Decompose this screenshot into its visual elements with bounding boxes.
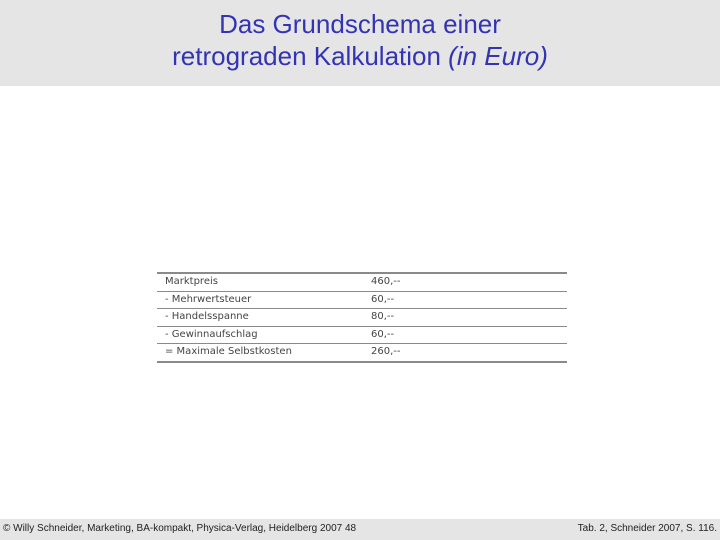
row-label: = Maximale Selbstkosten <box>165 346 292 357</box>
calculation-table <box>157 272 567 363</box>
slide-title-line-1: Das Grundschema einer <box>219 9 501 39</box>
table-row <box>157 327 567 345</box>
row-value: 60,-- <box>371 293 395 305</box>
row-label: Marktpreis <box>165 276 218 287</box>
title-bar <box>0 0 720 86</box>
table-row <box>157 292 567 310</box>
row-value: 260,-- <box>371 346 401 357</box>
table-row-total <box>157 344 567 363</box>
table-row <box>157 274 567 292</box>
row-value: 460,-- <box>371 276 401 287</box>
footer-source: Tab. 2, Schneider 2007, S. 116. <box>577 523 717 534</box>
table-row <box>157 309 567 327</box>
slide-title-line-2-main: retrograden Kalkulation <box>172 41 449 71</box>
footer-bar <box>0 519 720 540</box>
slide-title-line-2 <box>0 40 720 72</box>
row-label: - Mehrwertsteuer <box>165 293 252 305</box>
slide-title-unit: (in Euro) <box>448 41 548 71</box>
row-value: 80,-- <box>371 311 395 322</box>
slide-title <box>0 8 720 72</box>
row-value: 60,-- <box>371 328 395 340</box>
row-label: - Gewinnaufschlag <box>165 328 258 340</box>
footer-copyright: © Willy Schneider, Marketing, BA-kompakt, Physica-Verlag, Heidelberg 2007 48 <box>3 523 357 534</box>
row-label: - Handelsspanne <box>165 311 249 322</box>
